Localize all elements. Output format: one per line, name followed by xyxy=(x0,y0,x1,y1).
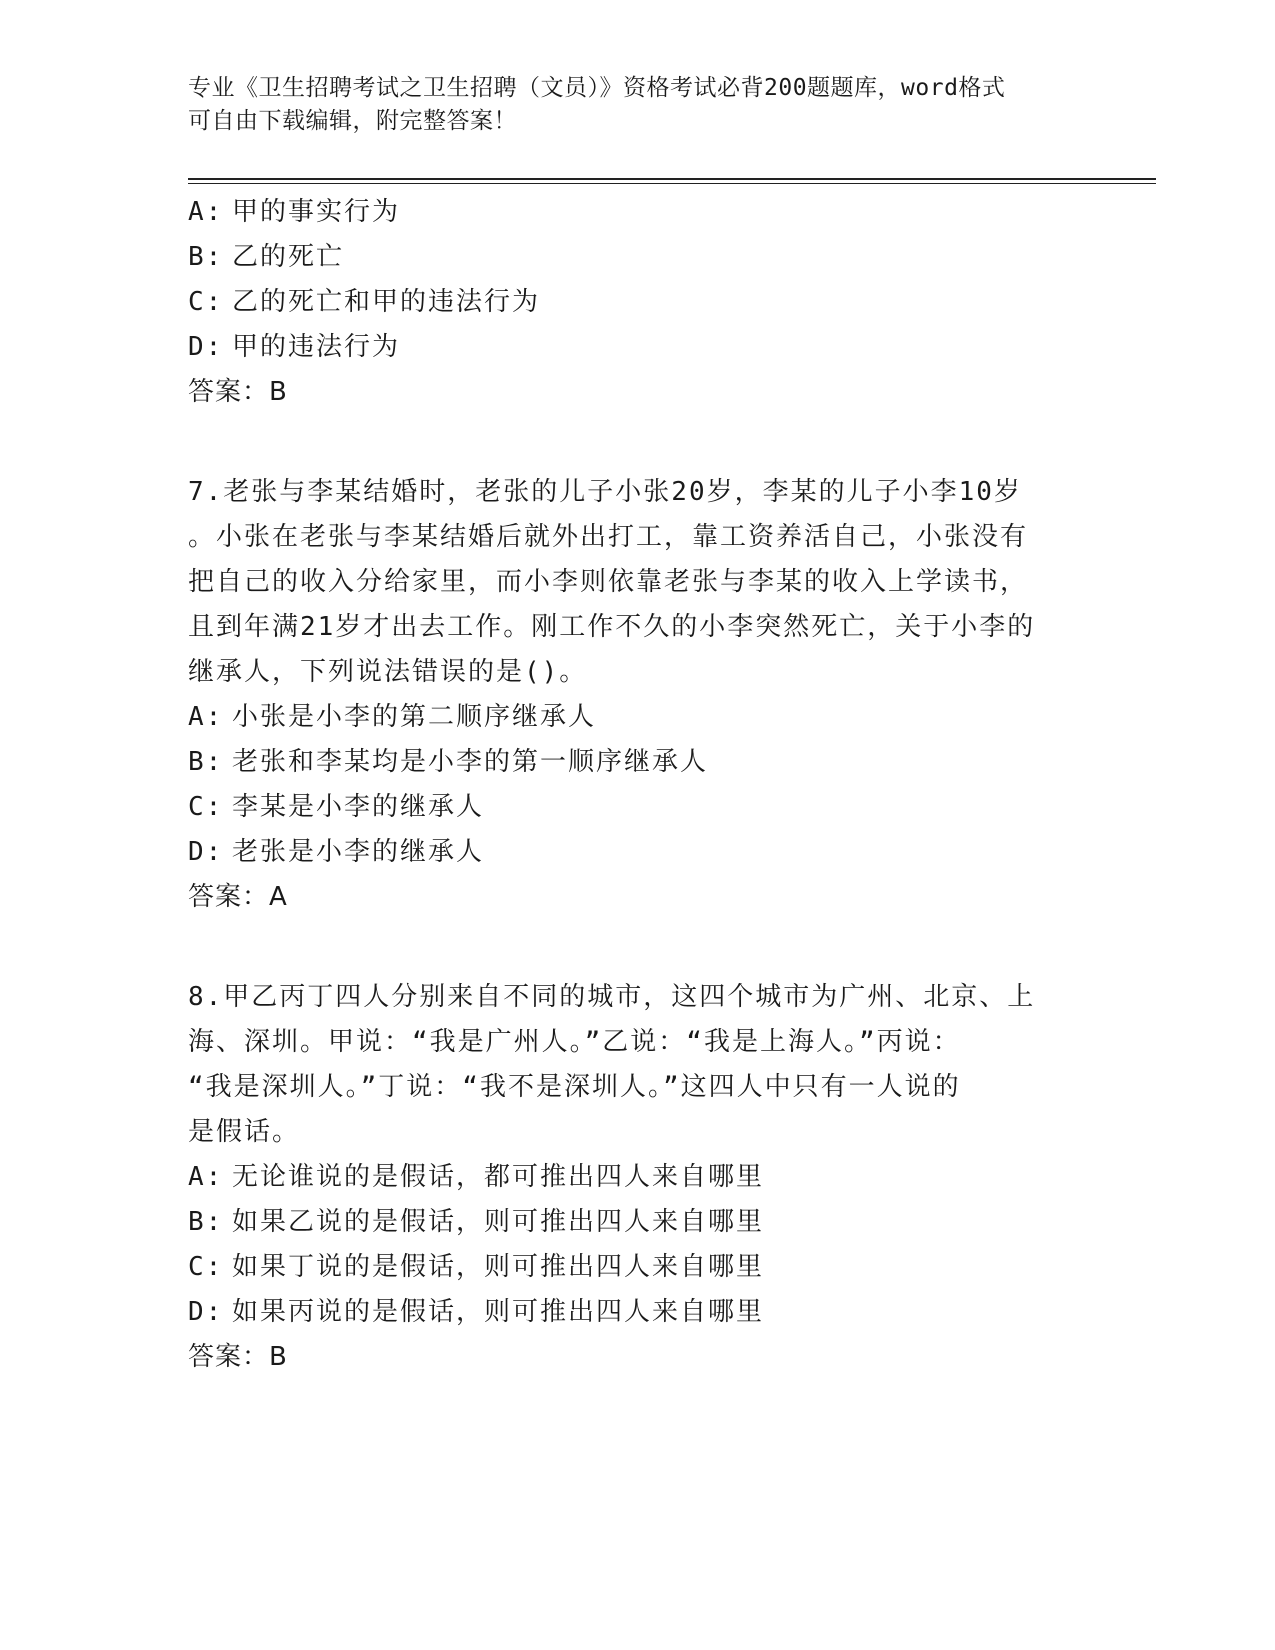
option-c: C: 乙的死亡和甲的违法行为 xyxy=(188,287,541,317)
question-7-line: 继承人，下列说法错误的是()。 xyxy=(188,657,588,687)
question-8-line: 海、深圳。甲说：“我是广州人。”乙说：“我是上海人。”丙说： xyxy=(188,1027,961,1057)
document-body xyxy=(188,190,1088,1380)
option-c: C: 李某是小李的继承人 xyxy=(188,792,485,822)
question-7 xyxy=(188,470,1088,920)
header-rule-thick xyxy=(188,178,1156,180)
header-line-2: 可自由下载编辑，附完整答案！ xyxy=(188,108,517,134)
header-rule-thin xyxy=(188,183,1156,184)
option-b: B: 如果乙说的是假话，则可推出四人来自哪里 xyxy=(188,1207,765,1237)
question-7-line: 7.老张与李某结婚时，老张的儿子小张20岁，李某的儿子小李10岁 xyxy=(188,477,1022,507)
option-d: D: 老张是小李的继承人 xyxy=(188,837,485,867)
answer-6: 答案：B xyxy=(188,377,288,407)
question-8-line: 8.甲乙丙丁四人分别来自不同的城市，这四个城市为广州、北京、上 xyxy=(188,982,1036,1012)
option-c: C: 如果丁说的是假话，则可推出四人来自哪里 xyxy=(188,1252,765,1282)
question-7-line: 且到年满21岁才出去工作。刚工作不久的小李突然死亡，关于小李的 xyxy=(188,612,1036,642)
question-8-line: 是假话。 xyxy=(188,1117,301,1147)
option-a: A: 小张是小李的第二顺序继承人 xyxy=(188,702,597,732)
answer-8: 答案：B xyxy=(188,1342,288,1372)
option-d: D: 甲的违法行为 xyxy=(188,332,401,362)
option-a: A: 无论谁说的是假话，都可推出四人来自哪里 xyxy=(188,1162,765,1192)
question-6-options xyxy=(188,190,1088,415)
option-b: B: 乙的死亡 xyxy=(188,242,345,272)
option-a: A: 甲的事实行为 xyxy=(188,197,401,227)
document-header xyxy=(188,72,1078,138)
question-7-line: 把自己的收入分给家里，而小李则依靠老张与李某的收入上学读书， xyxy=(188,567,1029,597)
question-8-line: “我是深圳人。”丁说：“我不是深圳人。”这四人中只有一人说的 xyxy=(188,1072,961,1102)
answer-7: 答案：A xyxy=(188,882,288,912)
question-8 xyxy=(188,975,1088,1380)
option-b: B: 老张和李某均是小李的第一顺序继承人 xyxy=(188,747,709,777)
option-d: D: 如果丙说的是假话，则可推出四人来自哪里 xyxy=(188,1297,765,1327)
header-line-1: 专业《卫生招聘考试之卫生招聘（文员）》资格考试必背200题题库，word格式 xyxy=(188,75,1006,101)
question-7-line: 。小张在老张与李某结婚后就外出打工，靠工资养活自己，小张没有 xyxy=(188,522,1029,552)
